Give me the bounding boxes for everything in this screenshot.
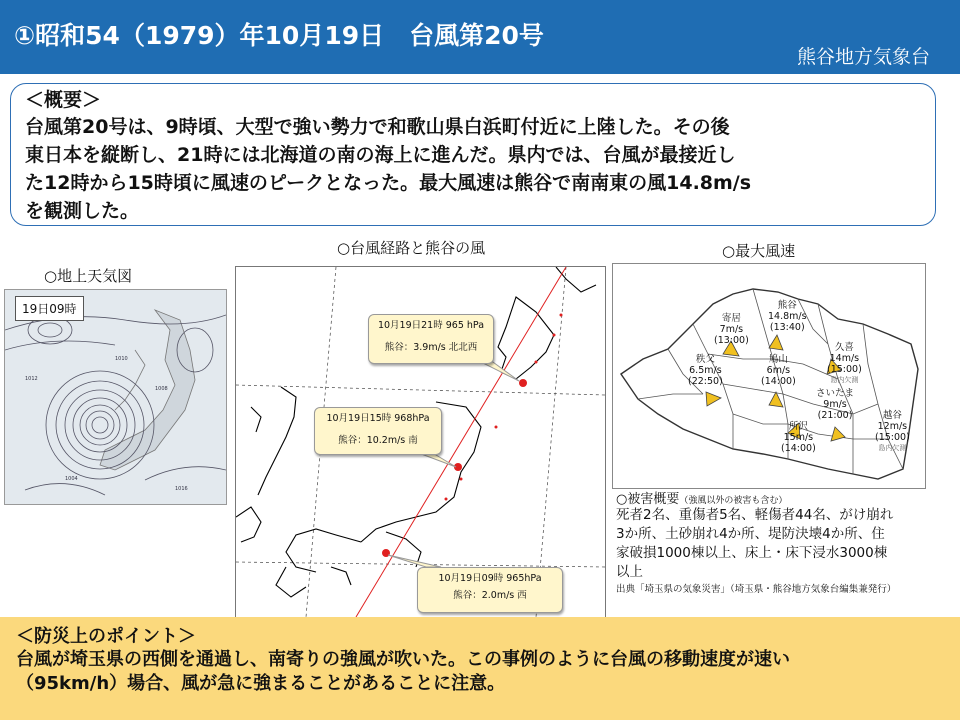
damage-line: 死者2名、重傷者5名、軽傷者44名、がけ崩れ: [616, 507, 894, 523]
station-time: (14:00): [781, 443, 816, 454]
station-speed: 15m/s: [783, 432, 814, 443]
station-time: (22:50): [688, 376, 723, 387]
summary-line: た12時から15時頃に風速のピークとなった。最大風速は熊谷で南南東の風14.8m/s: [25, 172, 752, 194]
source-citation: 出典「埼玉県の気象災害」（埼玉県・熊谷地方気象台編集兼発行）: [616, 584, 897, 595]
summary-line: を観測した。: [25, 200, 140, 222]
station-speed: 12m/s: [877, 421, 908, 432]
station-speed: 14.8m/s: [768, 311, 807, 322]
station-yorii: [714, 313, 749, 346]
track-callout-09h: [417, 567, 563, 613]
summary-box: [10, 83, 936, 226]
point-line: （95km/h）場合、風が急に強まることがあることに注意。: [16, 673, 506, 694]
damage-note: （強風以外の被害も含む）: [679, 496, 788, 506]
track-callout-21h: [368, 314, 494, 364]
station-kuki: [827, 342, 862, 386]
station-speed: 6.5m/s: [689, 365, 722, 376]
damage-line: 以上: [616, 564, 643, 580]
damage-line: 3か所、土砂崩れ4か所、堤防決壊4か所、住: [616, 526, 885, 542]
station-saitama: [816, 388, 854, 421]
callout-kumagaya-wind: 熊谷：2.0m/s 西: [453, 590, 527, 601]
damage-heading: ○被害概要: [616, 492, 680, 507]
svg-text:1016: 1016: [175, 486, 188, 492]
weather-map-time-label: 19日09時: [15, 296, 84, 321]
station-chichibu: [688, 354, 723, 387]
station-note: 島内欠測: [878, 444, 907, 452]
station-name: 秩父: [695, 354, 715, 365]
svg-text:1004: 1004: [65, 476, 78, 482]
damage-line: 家破損1000棟以上、床上・床下浸水3000棟: [616, 545, 888, 561]
station-koshigaya: [875, 410, 910, 454]
station-name: 越谷: [882, 410, 902, 421]
station-name: 熊谷: [777, 300, 797, 311]
station-speed: 6m/s: [766, 365, 791, 376]
svg-text:1010: 1010: [115, 356, 128, 362]
prevention-point-box: [0, 617, 960, 720]
station-speed: 9m/s: [823, 399, 847, 410]
track-map-caption: ○台風経路と熊谷の風: [337, 239, 486, 257]
station-name: 所沢: [788, 421, 808, 432]
point-line: 台風が埼玉県の西側を通過し、南寄りの強風が吹いた。この事例のように台風の移動速度が速い: [16, 649, 790, 670]
summary-line: 東日本を縦断し、21時には北海道の南の海上に進んだ。県内では、台風が最接近し: [25, 144, 736, 166]
svg-text:1012: 1012: [25, 376, 38, 382]
callout-time-pressure: 10月19日15時 968hPa: [326, 413, 430, 424]
station-speed: 7m/s: [719, 324, 744, 335]
weather-map-image: [5, 290, 226, 504]
max-wind-caption: ○最大風速: [722, 242, 796, 260]
station-note: 島内欠測: [830, 376, 859, 384]
damage-heading-row: [616, 488, 787, 507]
typhoon-track-map: [235, 266, 606, 618]
station-name: 鳩山: [768, 354, 788, 365]
station-speed: 14m/s: [829, 353, 860, 364]
station-time: (21:00): [817, 410, 853, 421]
callout-kumagaya-wind: 熊谷：3.9m/s 北北西: [384, 342, 478, 353]
station-time: (15:00): [827, 364, 862, 375]
station-name: 寄居: [721, 313, 741, 324]
station-time: (14:00): [761, 376, 796, 387]
callout-time-pressure: 10月19日09時 965hPa: [438, 573, 542, 584]
station-hatoyama: [761, 354, 796, 387]
header-bar: [0, 0, 960, 74]
callout-kumagaya-wind: 熊谷：10.2m/s 南: [338, 435, 418, 446]
callout-time-pressure: 10月19日21時 965 hPa: [377, 320, 485, 331]
weather-map-caption: ○地上天気図: [44, 267, 133, 285]
track-callout-15h: [314, 407, 442, 455]
station-kumagaya: [768, 300, 807, 333]
point-heading: ＜防災上のポイント＞: [16, 626, 196, 647]
summary-line: 台風第20号は、9時頃、大型で強い勢力で和歌山県白浜町付近に上陸した。その後: [25, 116, 730, 138]
office-name: 熊谷地方気象台: [796, 46, 930, 68]
max-wind-map: [612, 263, 926, 489]
station-name: さいたま: [816, 388, 855, 399]
damage-body: [616, 506, 946, 582]
station-time: (13:00): [714, 335, 749, 346]
svg-text:1008: 1008: [155, 386, 168, 392]
station-time: (13:40): [769, 322, 805, 333]
page-title: ①昭和54（1979）年10月19日 台風第20号: [14, 21, 544, 50]
station-tokorozawa: [781, 421, 816, 454]
summary-heading: ＜概要＞: [25, 89, 102, 111]
station-name: 久喜: [834, 342, 854, 353]
station-time: (15:00): [875, 432, 910, 443]
surface-weather-map: [4, 289, 227, 505]
